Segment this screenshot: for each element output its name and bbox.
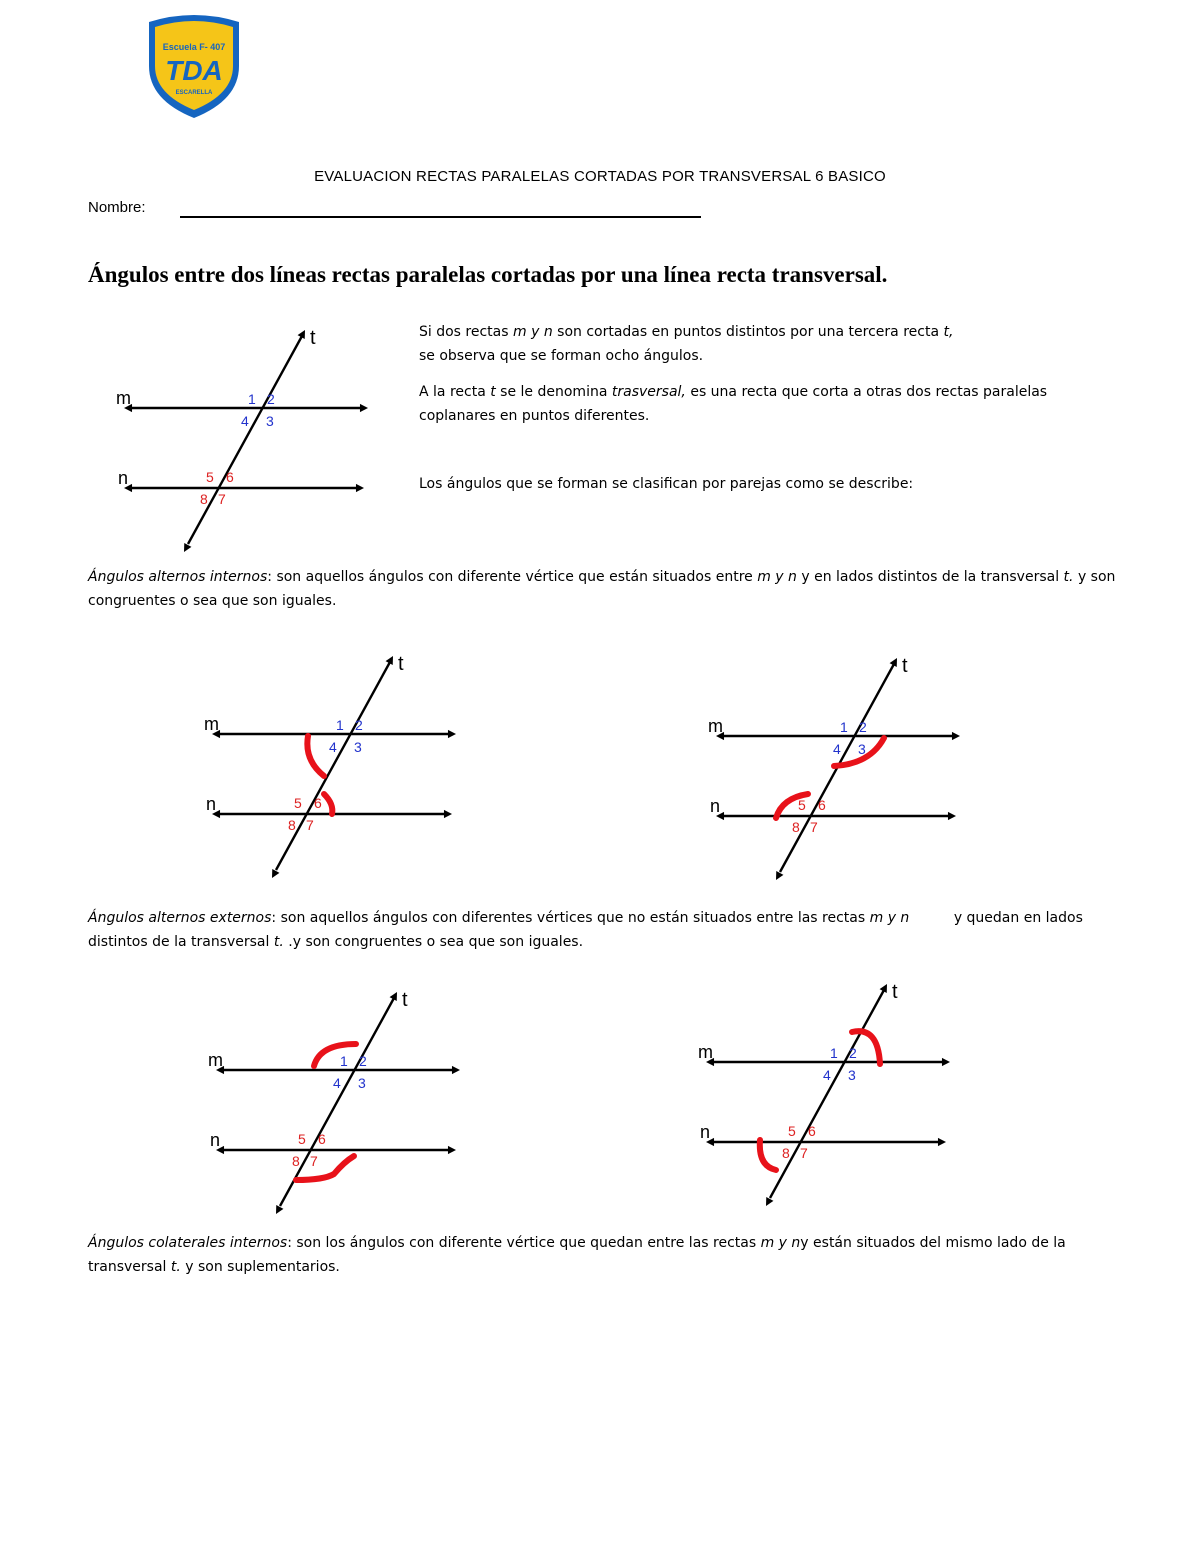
- label-t: t: [902, 655, 908, 677]
- angle-label-7: 7: [810, 819, 818, 835]
- angle-label-5: 5: [298, 1131, 306, 1147]
- arrow-down-icon: [776, 871, 783, 880]
- angle-label-4: 4: [333, 1075, 341, 1091]
- arrow-right-icon: [942, 1058, 950, 1066]
- angle-highlight: [760, 1140, 776, 1170]
- definition-alternos-internos: [88, 565, 1118, 613]
- label-m: m: [708, 716, 723, 736]
- angle-label-4: 4: [329, 739, 337, 755]
- angle-label-4: 4: [833, 741, 841, 757]
- logo-text-bottom: ESCARELLA: [175, 90, 213, 96]
- intro-text: [419, 320, 1119, 508]
- definition-line-t: t.: [1063, 569, 1074, 585]
- angle-label-3: 3: [354, 739, 362, 755]
- arrow-right-icon: [444, 810, 452, 818]
- arrow-down-icon: [766, 1197, 773, 1206]
- label-m: m: [204, 714, 219, 734]
- angle-label-7: 7: [800, 1145, 808, 1161]
- angle-label-7: 7: [310, 1153, 318, 1169]
- angle-label-8: 8: [292, 1153, 300, 1169]
- definition-text: .y son congruentes o sea que son iguales.: [283, 934, 584, 950]
- definition-line-t: t.: [273, 934, 284, 950]
- angle-label-1: 1: [830, 1045, 838, 1061]
- definition-text: : son aquellos ángulos con diferente vértice que están situados entre: [267, 569, 758, 585]
- label-t: t: [402, 989, 408, 1011]
- diagram-alternos-externos-1: [200, 984, 464, 1224]
- intro-paragraph-1: [419, 320, 1119, 368]
- intro-text-segment: son cortadas en puntos distintos por una tercera recta: [552, 324, 944, 340]
- angle-label-8: 8: [288, 817, 296, 833]
- arrow-down-icon: [184, 543, 191, 552]
- definition-term: Ángulos alternos externos: [88, 910, 272, 926]
- definition-lines-mn: m y n: [757, 569, 797, 585]
- angle-label-2: 2: [849, 1045, 857, 1061]
- angle-label-1: 1: [248, 391, 256, 407]
- angle-label-3: 3: [358, 1075, 366, 1091]
- angle-label-5: 5: [206, 469, 214, 485]
- angle-label-2: 2: [859, 719, 867, 735]
- angle-label-6: 6: [318, 1131, 326, 1147]
- definition-text: : son los ángulos con diferente vértice que quedan entre las rectas: [287, 1235, 761, 1251]
- intro-text-segment: se observa que se forman ocho ángulos.: [419, 348, 704, 364]
- arrow-right-icon: [356, 484, 364, 492]
- angle-label-8: 8: [792, 819, 800, 835]
- angle-label-6: 6: [226, 469, 234, 485]
- label-m: m: [208, 1050, 223, 1070]
- school-logo: [143, 14, 245, 120]
- definition-text: : son aquellos ángulos con diferentes vértices que no están situados entre las rectas: [271, 910, 870, 926]
- angle-label-8: 8: [200, 491, 208, 507]
- label-m: m: [698, 1042, 713, 1062]
- intro-text-segment: se le denomina: [495, 384, 612, 400]
- angle-label-3: 3: [266, 413, 274, 429]
- angle-label-3: 3: [848, 1067, 856, 1083]
- diagram-alternos-externos-2: [690, 976, 954, 1216]
- name-label: Nombre:: [88, 199, 146, 216]
- label-m: m: [116, 388, 131, 408]
- definition-term: Ángulos alternos internos: [88, 569, 268, 585]
- intro-lines-mn: m y n: [513, 324, 553, 340]
- arrow-right-icon: [448, 730, 456, 738]
- angle-label-2: 2: [267, 391, 275, 407]
- angle-label-4: 4: [241, 413, 249, 429]
- angle-label-1: 1: [840, 719, 848, 735]
- logo-text-top: Escuela F- 407: [162, 42, 226, 52]
- label-n: n: [700, 1122, 711, 1142]
- intro-line-t: t,: [943, 324, 954, 340]
- arrow-down-icon: [272, 869, 279, 878]
- label-t: t: [310, 327, 316, 349]
- diagram-alternos-internos-1: [196, 648, 460, 888]
- angle-label-2: 2: [355, 717, 363, 733]
- label-t: t: [398, 653, 404, 675]
- label-n: n: [206, 794, 217, 814]
- angle-highlight: [314, 1044, 356, 1066]
- definition-text: y en lados distintos de la transversal: [796, 569, 1064, 585]
- angle-label-1: 1: [340, 1053, 348, 1069]
- angle-highlight: [307, 736, 324, 776]
- angle-label-6: 6: [818, 797, 826, 813]
- angle-label-3: 3: [858, 741, 866, 757]
- angle-label-6: 6: [314, 795, 322, 811]
- intro-term-transversal: trasversal,: [611, 384, 686, 400]
- arrow-right-icon: [452, 1066, 460, 1074]
- arrow-right-icon: [448, 1146, 456, 1154]
- angle-label-6: 6: [808, 1123, 816, 1139]
- angle-label-7: 7: [218, 491, 226, 507]
- arrow-right-icon: [360, 404, 368, 412]
- angle-label-5: 5: [798, 797, 806, 813]
- label-n: n: [210, 1130, 221, 1150]
- line-t: [770, 990, 884, 1198]
- angle-label-5: 5: [294, 795, 302, 811]
- logo-monogram: TDA: [165, 55, 223, 86]
- intro-text-segment: Si dos rectas: [419, 324, 513, 340]
- definition-alternos-externos: [88, 906, 1118, 954]
- angle-label-8: 8: [782, 1145, 790, 1161]
- definition-lines-mn: m y n: [869, 910, 910, 926]
- angle-label-7: 7: [306, 817, 314, 833]
- arrow-right-icon: [952, 732, 960, 740]
- definition-text: y quedan en lados distintos de la transversal: [88, 910, 1088, 950]
- angle-label-5: 5: [788, 1123, 796, 1139]
- angle-highlight: [324, 794, 332, 814]
- intro-paragraph-3: Los ángulos que se forman se clasifican por parejas como se describe:: [419, 476, 914, 492]
- section-heading: Ángulos entre dos líneas rectas paralelas cortadas por una línea recta transversal.: [88, 262, 888, 287]
- definition-colaterales-internos: [88, 1231, 1118, 1279]
- intro-text-segment: A la recta: [419, 384, 491, 400]
- angle-label-2: 2: [359, 1053, 367, 1069]
- definition-text: y están situados del mismo lado de la transversal: [88, 1235, 1066, 1275]
- arrow-down-icon: [276, 1205, 283, 1214]
- intro-text-segment: es una recta que corta a otras dos rectas paralelas coplanares en puntos diferentes.: [419, 384, 1048, 424]
- line-t: [188, 336, 302, 544]
- intro-line-t: t: [490, 384, 496, 400]
- arrow-right-icon: [938, 1138, 946, 1146]
- diagram-main: [108, 322, 372, 562]
- definition-text: y son congruentes o sea que son iguales.: [88, 569, 1116, 609]
- definition-lines-mn: m y n: [760, 1235, 801, 1251]
- angle-label-4: 4: [823, 1067, 831, 1083]
- definition-term: Ángulos colaterales internos: [88, 1235, 288, 1251]
- angle-label-1: 1: [336, 717, 344, 733]
- line-t: [276, 662, 390, 870]
- label-n: n: [710, 796, 721, 816]
- diagram-alternos-internos-2: [700, 650, 964, 890]
- definition-line-t: t.: [170, 1259, 181, 1275]
- intro-paragraph-2: [419, 380, 1119, 428]
- definition-text: y son suplementarios.: [180, 1259, 340, 1275]
- label-t: t: [892, 981, 898, 1003]
- name-input-line[interactable]: [180, 216, 701, 218]
- document-title: EVALUACION RECTAS PARALELAS CORTADAS POR TRANSVERSAL 6 BASICO: [314, 168, 886, 185]
- arrow-right-icon: [948, 812, 956, 820]
- label-n: n: [118, 468, 129, 488]
